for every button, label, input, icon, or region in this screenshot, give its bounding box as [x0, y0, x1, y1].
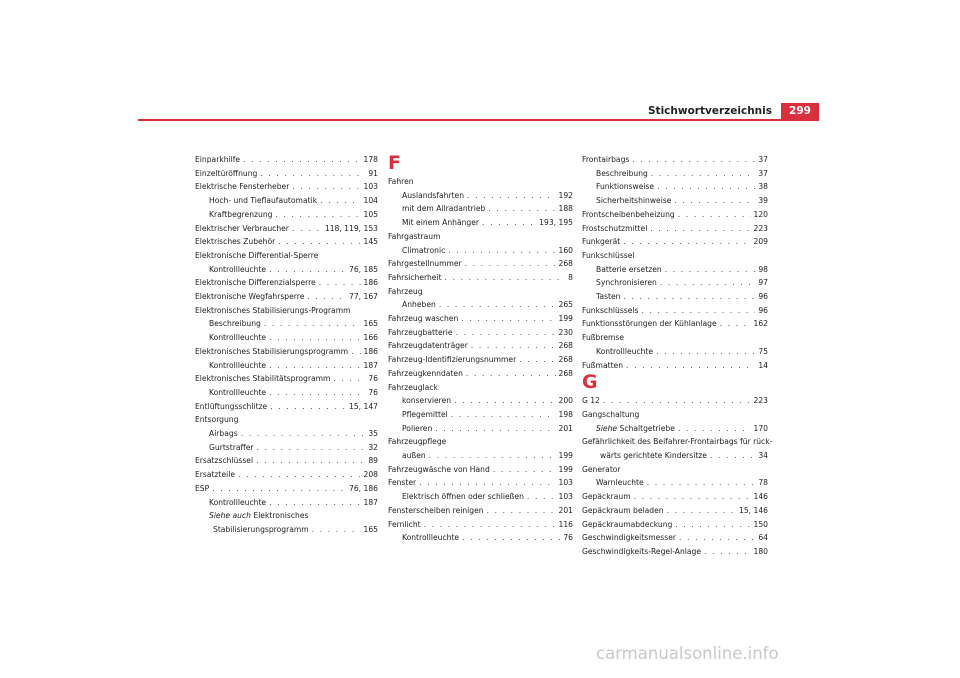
- index-heading: Elektronische Differential-Sperre: [195, 250, 319, 260]
- index-entry: Fahrzeug-Identifizierungsnummer . . . 268: [388, 353, 573, 367]
- index-subentry: Mit einem Anhänger . . . 193, 195: [388, 216, 573, 230]
- index-heading: Elektronisches Stabilisierungs-Programm: [195, 305, 351, 315]
- index-subentry: Kontrollleuchte . . . 75: [582, 345, 768, 359]
- index-subentry: Tasten . . . 96: [582, 290, 768, 304]
- index-heading: Fahren: [388, 177, 414, 186]
- index-subentry: Batterie ersetzen . . . 98: [582, 263, 768, 277]
- index-subentry: Warnleuchte . . . 78: [582, 476, 768, 490]
- header-divider: [138, 119, 819, 121]
- index-subentry: außen . . . 199: [388, 449, 573, 463]
- page-number-badge: 299: [781, 103, 819, 120]
- page-title: Stichwortverzeichnis: [648, 105, 772, 117]
- index-entry: Elektronische Wegfahrsperre . . . 77, 167: [195, 290, 378, 304]
- index-subentry: Airbags . . . 35: [195, 427, 378, 441]
- index-column-3: [582, 153, 773, 559]
- watermark: carmanualsonline.info: [596, 644, 779, 663]
- index-subentry: Stabilisierungsprogramm . . . 165: [195, 523, 378, 537]
- index-subentry: wärts gerichtete Kindersitze . . . 34: [582, 449, 768, 463]
- index-heading: Fahrzeug: [388, 286, 423, 296]
- index-subentry: Anheben . . . 265: [388, 298, 573, 312]
- index-entry: Elektrisches Zubehör . . . 145: [195, 235, 378, 249]
- index-entry: Fahrsicherheit . . . 8: [388, 271, 573, 285]
- index-entry: Fensterscheiben reinigen . . . 201: [388, 504, 573, 518]
- index-entry: Fahrzeug waschen . . . 199: [388, 312, 573, 326]
- index-entry: Funktionsstörungen der Kühlanlage . . . 162: [582, 317, 768, 331]
- index-entry: G 12 . . . 223: [582, 394, 768, 408]
- index-heading: Generator: [582, 464, 621, 474]
- index-heading: Funkschlüssel: [582, 250, 635, 260]
- index-column-2: [388, 153, 573, 545]
- index-subentry: Synchronisieren . . . 97: [582, 276, 768, 290]
- index-subentry: Auslandsfahrten . . . 192: [388, 189, 573, 203]
- index-subentry: konservieren . . . 200: [388, 394, 573, 408]
- index-heading: Fahrzeugpflege: [388, 437, 447, 447]
- index-subentry: Kontrollleuchte . . . 166: [195, 331, 378, 345]
- index-subentry: mit dem Allradantrieb . . . 188: [388, 202, 573, 216]
- index-entry: Elektronisches Stabilisierungsprogramm . . . 186: [195, 345, 378, 359]
- index-entry: Entlüftungsschlitze . . . 15, 147: [195, 400, 378, 414]
- index-heading: Gangschaltung: [582, 409, 640, 419]
- index-subentry: Funktionsweise . . . 38: [582, 180, 768, 194]
- index-column-1: [195, 153, 378, 537]
- index-entry: Einparkhilfe . . . 178: [195, 153, 378, 167]
- index-heading: Gefährlichkeit des Beifahrer-Frontairbags für rück-: [582, 437, 773, 447]
- index-heading: Fußbremse: [582, 333, 625, 343]
- index-subentry: Kontrollleuchte . . . 187: [195, 496, 378, 510]
- index-subentry: Polieren . . . 201: [388, 422, 573, 436]
- index-entry: Fenster . . . 103: [388, 476, 573, 490]
- index-entry: Fernlicht . . . 116: [388, 518, 573, 532]
- index-heading: Entsorgung: [195, 415, 239, 425]
- index-entry: Fahrzeugdatenträger . . . 268: [388, 339, 573, 353]
- index-entry: Fahrzeugbatterie . . . 230: [388, 326, 573, 340]
- index-subentry: Kontrollleuchte . . . 76, 185: [195, 263, 378, 277]
- index-entry: Einzeltüröffnung . . . 91: [195, 167, 378, 181]
- index-entry: Fahrzeugkenndaten . . . 268: [388, 367, 573, 381]
- index-subentry: Hoch- und Tieflaufautomatik . . . 104: [195, 194, 378, 208]
- index-cross-reference: Siehe auch Elektronisches: [209, 511, 309, 521]
- index-subentry: Kraftbegrenzung . . . 105: [195, 208, 378, 222]
- index-entry: Funkschlüssels . . . 96: [582, 304, 768, 318]
- index-entry: Gepäckraum beladen . . . 15, 146: [582, 504, 768, 518]
- index-entry: Elektronisches Stabilitätsprogramm . . . 76: [195, 372, 378, 386]
- index-entry: Fahrgestellnummer . . . 268: [388, 257, 573, 271]
- index-subentry: Beschreibung . . . 165: [195, 317, 378, 331]
- index-subentry: Elektrisch öffnen oder schließen . . . 103: [388, 490, 573, 504]
- index-entry: ESP . . . 76, 186: [195, 482, 378, 496]
- index-entry: Gepäckraum . . . 146: [582, 490, 768, 504]
- index-entry: Elektronische Differenzialsperre . . . 186: [195, 276, 378, 290]
- index-entry: Frostschutzmittel . . . 223: [582, 222, 768, 236]
- index-entry: Ersatzschlüssel . . . 89: [195, 454, 378, 468]
- index-cross-reference: Siehe Schaltgetriebe . . . 170: [582, 422, 768, 436]
- section-letter-f: F: [388, 152, 401, 174]
- index-entry: Fußmatten . . . 14: [582, 359, 768, 373]
- index-entry: Frontscheibenbeheizung . . . 120: [582, 208, 768, 222]
- index-subentry: Pflegemittel . . . 198: [388, 408, 573, 422]
- index-subentry: Kontrollleuchte . . . 187: [195, 359, 378, 373]
- index-entry: Elektrischer Verbraucher . . . 118, 119, 153: [195, 222, 378, 236]
- index-entry: Frontairbags . . . 37: [582, 153, 768, 167]
- index-subentry: Beschreibung . . . 37: [582, 167, 768, 181]
- index-heading: Fahrgastraum: [388, 231, 441, 241]
- index-subentry: Kontrollleuchte . . . 76: [388, 531, 573, 545]
- index-subentry: Kontrollleuchte . . . 76: [195, 386, 378, 400]
- section-letter-g: G: [582, 371, 598, 394]
- index-heading: Fahrzeuglack: [388, 382, 438, 392]
- index-entry: Geschwindigkeits-Regel-Anlage . . . 180: [582, 545, 768, 559]
- index-entry: Funkgerät . . . 209: [582, 235, 768, 249]
- index-subentry: Gurtstraffer . . . 32: [195, 441, 378, 455]
- index-subentry: Climatronic . . . 160: [388, 244, 573, 258]
- index-entry: Geschwindigkeitsmesser . . . 64: [582, 531, 768, 545]
- index-subentry: Sicherheitshinweise . . . 39: [582, 194, 768, 208]
- index-entry: Elektrische Fensterheber . . . 103: [195, 180, 378, 194]
- index-entry: Ersatzteile . . . 208: [195, 468, 378, 482]
- index-entry: Fahrzeugwäsche von Hand . . . 199: [388, 463, 573, 477]
- index-entry: Gepäckraumabdeckung . . . 150: [582, 518, 768, 532]
